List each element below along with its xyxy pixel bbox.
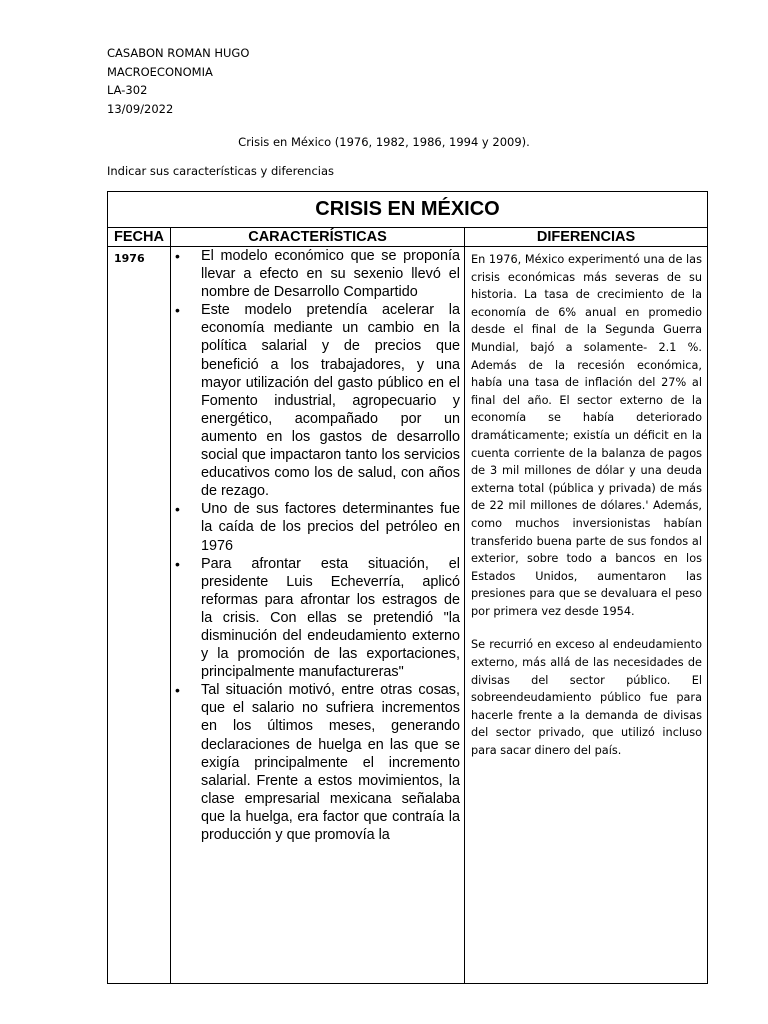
characteristic-item: • Tal situación motivó, entre otras cosas, que el salario no sufriera incrementos en los últimos meses, generando declaraciones de huelga en las que se exigía principalmente el incremento salarial. Frente a estos movimientos, la clase empresarial mexicana señalaba que la huelga, era factor que contraía la producción y que promovía la xyxy=(193,681,460,844)
document-header xyxy=(107,44,249,118)
table-header-row xyxy=(108,228,708,247)
document-date: 13/09/2022 xyxy=(107,101,174,116)
group-code: LA-302 xyxy=(107,83,148,97)
characteristic-item: • Uno de sus factores determinantes fue la caída de los precios del petróleo en 1976 xyxy=(193,500,460,554)
table-title-row xyxy=(108,192,708,228)
characteristic-item: • Este modelo pretendía acelerar la economía mediante un cambio en la política salarial y de precios que benefició a los trabajadores, y una mayor utilización del gasto público en el Fomento industrial, agropecuario y energético, acompañado por un aumento en los gastos de desarrollo social que impactaron tanto los servicios educativos como los de salud, con años de rezago. xyxy=(193,301,460,500)
table-row xyxy=(108,247,708,984)
column-header-caracteristicas: CARACTERÍSTICAS xyxy=(171,228,465,247)
column-header-fecha: FECHA xyxy=(108,228,171,247)
student-name: CASABON ROMAN HUGO xyxy=(107,46,250,60)
characteristic-item: • El modelo económico que se proponía llevar a efecto en su sexenio llevó el nombre de Desarrollo Compartido xyxy=(193,247,460,301)
characteristics-cell xyxy=(171,247,465,984)
subject-name: MACROECONOMIA xyxy=(107,64,213,79)
column-header-diferencias: DIFERENCIAS xyxy=(465,228,708,247)
characteristics-list xyxy=(171,247,460,844)
document-title: Crisis en México (1976, 1982, 1986, 1994 y 2009). xyxy=(238,135,530,149)
characteristic-item: • Para afrontar esta situación, el presidente Luis Echeverría, aplicó reformas para afrontar los estragos de la crisis. Con ellas se pretendió "la disminución del endeudamiento externo y la promoción de las exportaciones, principalmente manufactureras" xyxy=(193,555,460,682)
table-title: CRISIS EN MÉXICO xyxy=(108,192,708,228)
differences-cell xyxy=(465,247,708,984)
document-instructions: Indicar sus características y diferencias xyxy=(107,164,335,178)
crisis-table xyxy=(107,191,708,984)
date-cell: 1976 xyxy=(108,247,171,984)
difference-paragraph: En 1976, México experimentó una de las crisis económicas más severas de su historia. La tasa de crecimiento de la economía de 6% anual en promedio desde el final de la Segunda Guerra Mundial, bajó a solamente- 2.1 %. Además de la recesión económica, había una tasa de inflación del 27% al final del año. El sector externo de la economía se había deteriorado dramáticamente; existía un déficit en la cuenta corriente de la balanza de pagos de 3 mil millones de dólar y una deuda externa total (pública y privada) de más de 22 mil millones de dólares.' Además, como muchos inversionistas habían transferido buena parte de sus fondos al exterior, sobre todo a bancos en los Estados Unidos, aumentaron las presiones para que se devaluara el peso por primera vez desde 1954. xyxy=(471,253,702,618)
difference-paragraph: Se recurrió en exceso al endeudamiento externo, más allá de las necesidades de divisas del sector público. El sobreendeudamiento público fue para hacerle frente a la demanda de divisas del sector privado, que utilizó incluso para sacar dinero del país. xyxy=(471,638,702,758)
